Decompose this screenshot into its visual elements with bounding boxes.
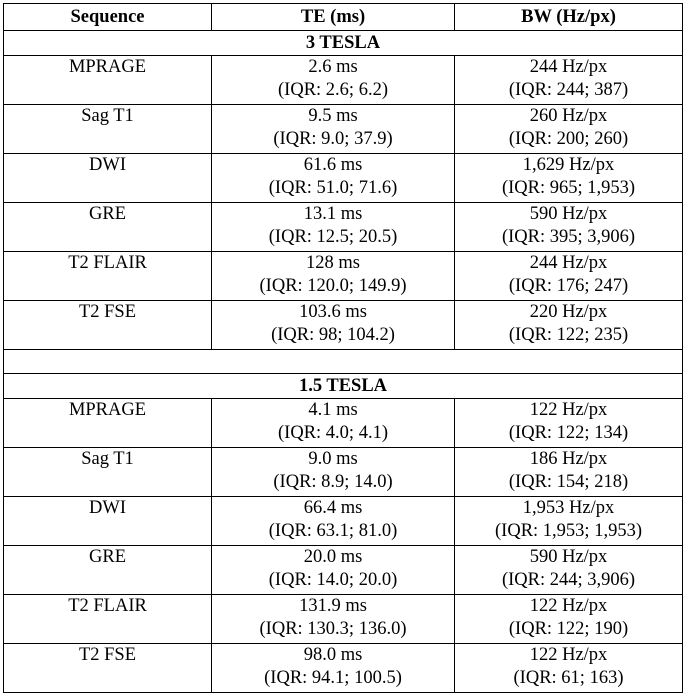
te-value: 9.0 ms: [308, 449, 358, 469]
cell-sequence: Sag T1: [4, 105, 212, 154]
spacer-row: [4, 350, 683, 374]
bw-iqr: (IQR: 244; 387): [508, 80, 629, 100]
table-row: [4, 497, 683, 546]
bw-value: 122 Hz/px: [529, 400, 608, 420]
te-iqr: (IQR: 98; 104.2): [271, 325, 395, 345]
te-iqr: (IQR: 120.0; 149.9): [259, 276, 407, 296]
te-value: 2.6 ms: [308, 57, 358, 77]
cell-te: [212, 301, 455, 350]
te-iqr: (IQR: 8.9; 14.0): [273, 472, 393, 492]
te-iqr: (IQR: 130.3; 136.0): [259, 619, 407, 639]
te-iqr: (IQR: 63.1; 81.0): [268, 521, 398, 541]
cell-bw: [455, 546, 683, 595]
group-label: 3 TESLA: [4, 31, 683, 56]
te-iqr: (IQR: 9.0; 37.9): [273, 129, 393, 149]
cell-te: [212, 154, 455, 203]
bw-iqr: (IQR: 244; 3,906): [501, 570, 636, 590]
te-value: 66.4 ms: [303, 498, 363, 518]
table-row: [4, 56, 683, 105]
bw-value: 244 Hz/px: [529, 253, 608, 273]
cell-sequence: DWI: [4, 154, 212, 203]
table-row: [4, 644, 683, 693]
cell-sequence: DWI: [4, 497, 212, 546]
te-value: 20.0 ms: [303, 547, 363, 567]
te-value: 61.6 ms: [303, 155, 363, 175]
cell-sequence: T2 FLAIR: [4, 252, 212, 301]
table-row: [4, 448, 683, 497]
bw-iqr: (IQR: 154; 218): [508, 472, 629, 492]
cell-sequence: T2 FLAIR: [4, 595, 212, 644]
table-row: [4, 546, 683, 595]
cell-sequence: GRE: [4, 546, 212, 595]
cell-bw: [455, 497, 683, 546]
group-row-3-tesla: [4, 31, 683, 56]
cell-sequence: MPRAGE: [4, 399, 212, 448]
bw-iqr: (IQR: 200; 260): [508, 129, 629, 149]
cell-sequence: T2 FSE: [4, 301, 212, 350]
cell-sequence: Sag T1: [4, 448, 212, 497]
cell-bw: [455, 301, 683, 350]
table-row: [4, 154, 683, 203]
sequence-parameters-table: [3, 3, 683, 693]
bw-value: 220 Hz/px: [529, 302, 608, 322]
spacer-cell: [4, 350, 683, 374]
table-row: [4, 595, 683, 644]
cell-te: [212, 546, 455, 595]
table-row: [4, 203, 683, 252]
te-iqr: (IQR: 4.0; 4.1): [278, 423, 388, 443]
table-row: [4, 105, 683, 154]
cell-te: [212, 644, 455, 693]
header-bw: BW (Hz/px): [455, 4, 683, 31]
bw-value: 244 Hz/px: [529, 57, 608, 77]
bw-iqr: (IQR: 1,953; 1,953): [495, 521, 642, 541]
te-iqr: (IQR: 2.6; 6.2): [278, 80, 388, 100]
cell-bw: [455, 105, 683, 154]
group-label: 1.5 TESLA: [4, 374, 683, 399]
header-sequence: Sequence: [4, 4, 212, 31]
bw-iqr: (IQR: 176; 247): [508, 276, 629, 296]
bw-iqr: (IQR: 965; 1,953): [501, 178, 636, 198]
bw-value: 590 Hz/px: [529, 547, 608, 567]
te-iqr: (IQR: 14.0; 20.0): [268, 570, 398, 590]
te-value: 131.9 ms: [299, 596, 367, 616]
header-te: TE (ms): [212, 4, 455, 31]
bw-value: 186 Hz/px: [529, 449, 608, 469]
cell-bw: [455, 448, 683, 497]
bw-iqr: (IQR: 395; 3,906): [501, 227, 636, 247]
te-value: 4.1 ms: [308, 400, 358, 420]
bw-iqr: (IQR: 122; 235): [508, 325, 629, 345]
cell-bw: [455, 154, 683, 203]
cell-te: [212, 497, 455, 546]
cell-sequence: MPRAGE: [4, 56, 212, 105]
bw-value: 260 Hz/px: [529, 106, 608, 126]
te-iqr: (IQR: 51.0; 71.6): [268, 178, 398, 198]
te-iqr: (IQR: 94.1; 100.5): [264, 668, 402, 688]
bw-value: 122 Hz/px: [529, 596, 608, 616]
bw-iqr: (IQR: 122; 134): [508, 423, 629, 443]
bw-value: 122 Hz/px: [529, 645, 608, 665]
te-value: 9.5 ms: [308, 106, 358, 126]
cell-te: [212, 252, 455, 301]
cell-bw: [455, 56, 683, 105]
cell-bw: [455, 399, 683, 448]
cell-bw: [455, 203, 683, 252]
te-iqr: (IQR: 12.5; 20.5): [268, 227, 398, 247]
table-header-row: [4, 4, 683, 31]
bw-iqr: (IQR: 122; 190): [508, 619, 629, 639]
cell-bw: [455, 644, 683, 693]
cell-sequence: GRE: [4, 203, 212, 252]
cell-te: [212, 595, 455, 644]
cell-te: [212, 105, 455, 154]
te-value: 98.0 ms: [303, 645, 363, 665]
bw-iqr: (IQR: 61; 163): [513, 668, 624, 688]
table-row: [4, 399, 683, 448]
te-value: 128 ms: [306, 253, 360, 273]
te-value: 103.6 ms: [299, 302, 367, 322]
bw-value: 1,629 Hz/px: [522, 155, 615, 175]
group-row-1-5-tesla: [4, 374, 683, 399]
table-row: [4, 252, 683, 301]
cell-bw: [455, 252, 683, 301]
te-value: 13.1 ms: [303, 204, 363, 224]
cell-te: [212, 56, 455, 105]
cell-te: [212, 399, 455, 448]
bw-value: 590 Hz/px: [529, 204, 608, 224]
bw-value: 1,953 Hz/px: [522, 498, 615, 518]
cell-sequence: T2 FSE: [4, 644, 212, 693]
cell-te: [212, 203, 455, 252]
cell-bw: [455, 595, 683, 644]
table-row: [4, 301, 683, 350]
cell-te: [212, 448, 455, 497]
